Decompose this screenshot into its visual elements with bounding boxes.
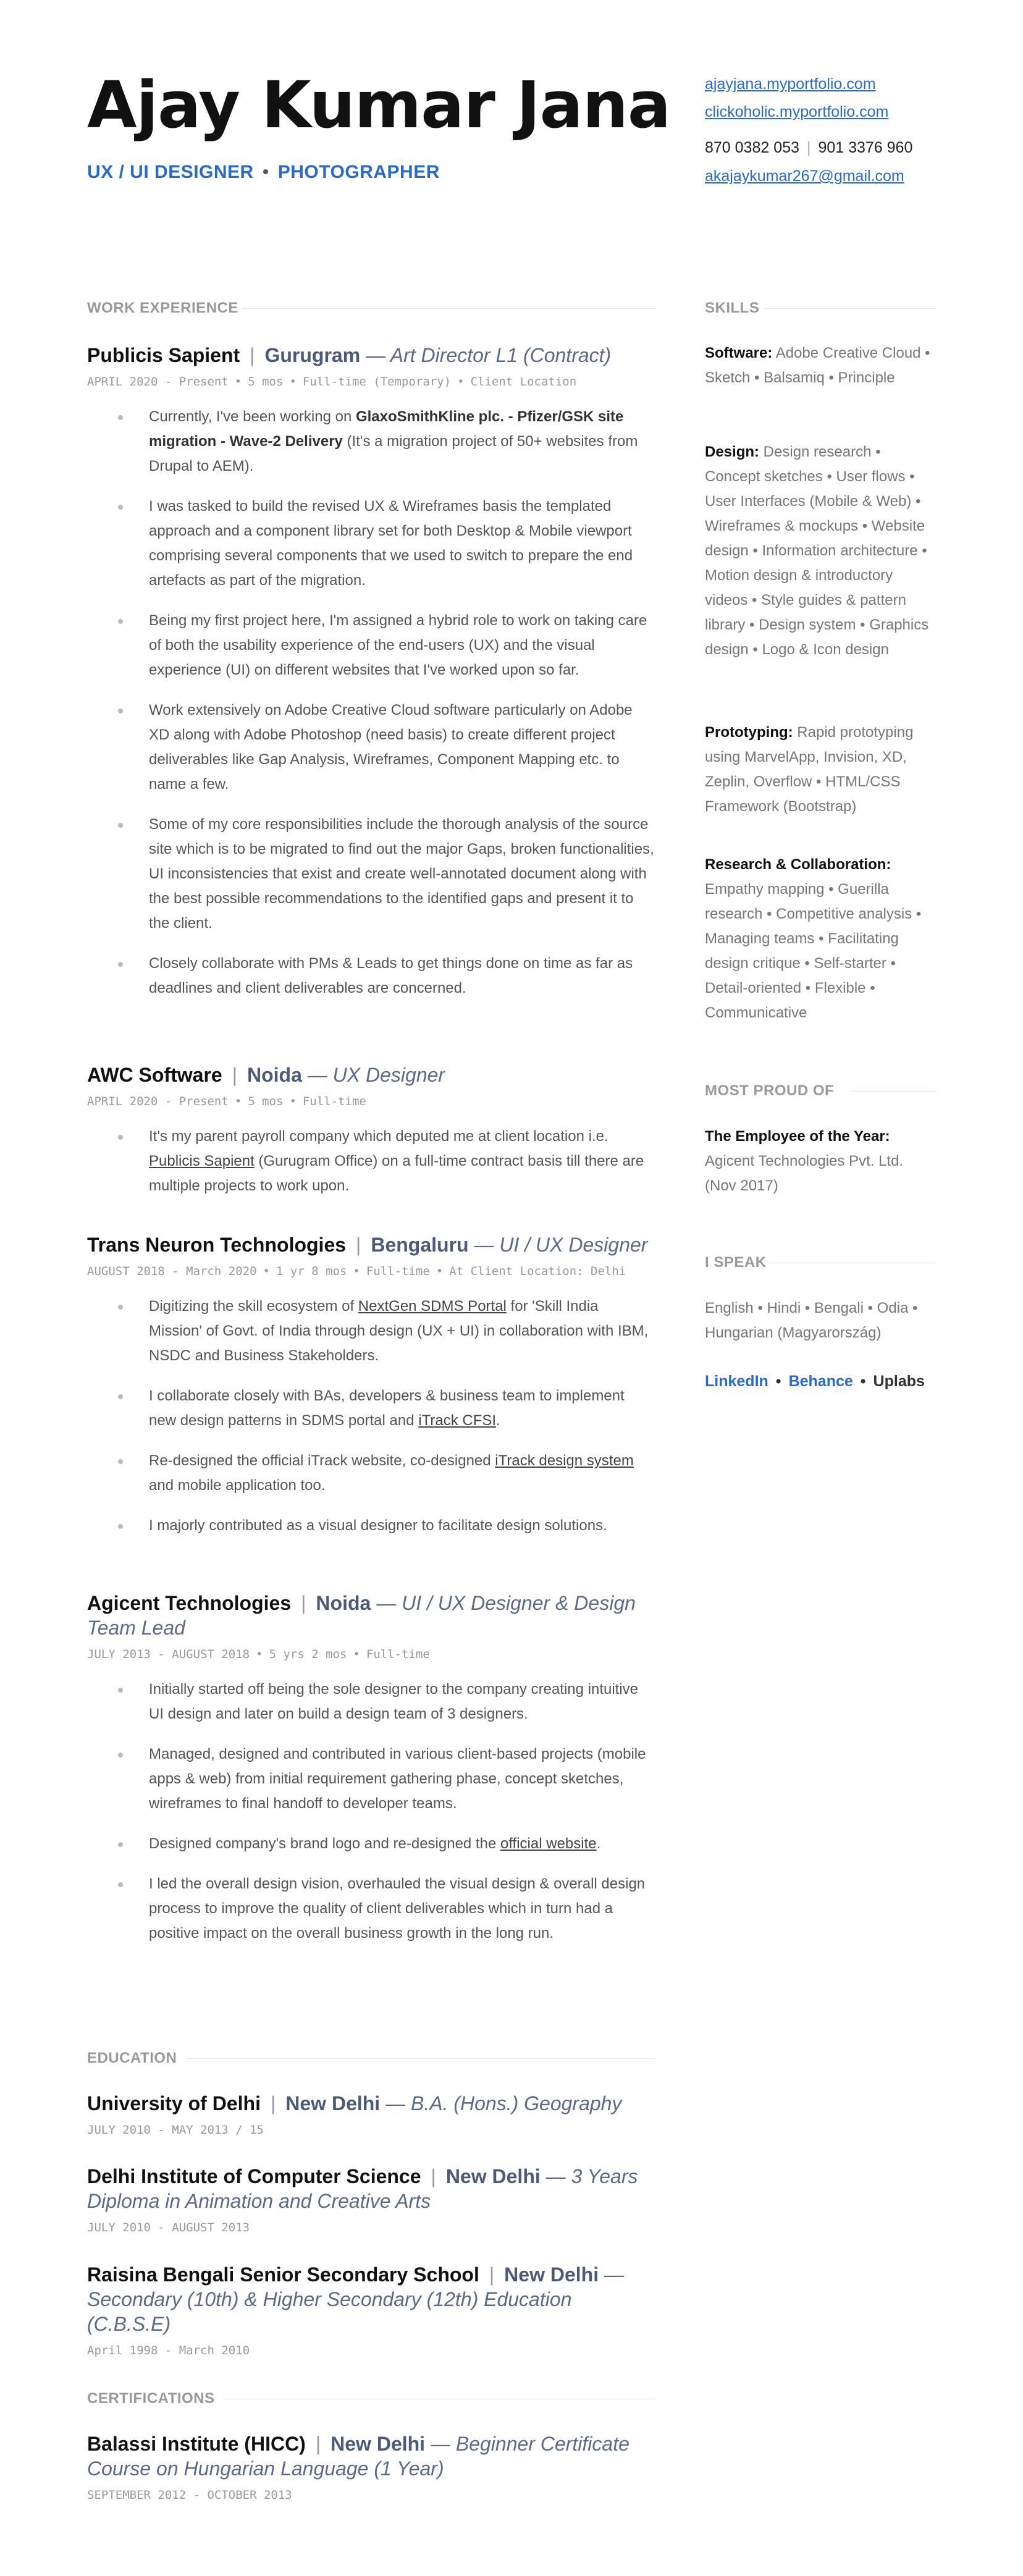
job-name: Trans Neuron Technologies bbox=[87, 1234, 347, 1256]
section-work bbox=[87, 300, 655, 317]
list-item bbox=[149, 1677, 655, 1727]
edu-title bbox=[87, 2262, 655, 2336]
edu-role: — Beginner Certificate Course on Hungarian Language (1 Year) bbox=[87, 2433, 629, 2480]
section-proud bbox=[705, 1082, 937, 1100]
uplabs-link[interactable]: Uplabs bbox=[873, 1373, 925, 1390]
bullet-link[interactable]: Publicis Sapient bbox=[149, 1153, 255, 1169]
bullet-text: (Gurugram Office) on a full-time contract basis till there are multiple projects to work upon. bbox=[149, 1153, 644, 1194]
list-item bbox=[149, 1449, 655, 1498]
meta-item: Full-time bbox=[302, 1095, 366, 1108]
meta-item: Full-time (Temporary) bbox=[302, 375, 452, 389]
skill-group bbox=[705, 341, 937, 390]
email-link[interactable]: akajaykumar267@gmail.com bbox=[705, 167, 904, 185]
job-location: Noida bbox=[247, 1064, 302, 1086]
bullet-text: I was tasked to build the revised UX & Wireframes basis the templated approach and a component library set for both Desktop & Mobile viewport comprising several components that we used to switch to prepare the end artefacts as part of the migration. bbox=[149, 498, 633, 589]
meta-dot: • bbox=[256, 1648, 263, 1661]
pipe-separator: | bbox=[232, 1064, 237, 1086]
section-title: SKILLS bbox=[705, 300, 760, 316]
job-title bbox=[87, 1591, 655, 1640]
pipe-separator: | bbox=[489, 2263, 495, 2286]
job-bullets bbox=[87, 1124, 655, 1198]
meta-dot: • bbox=[457, 375, 465, 389]
edu-role: — B.A. (Hons.) Geography bbox=[380, 2092, 622, 2115]
bullet-text: Currently, I've been working on bbox=[149, 408, 356, 425]
skill-label: Research & Collaboration: bbox=[705, 856, 891, 873]
edu-role: — 3 Years Diploma in Animation and Creative Arts bbox=[87, 2165, 638, 2212]
edu-meta: JULY 2010 - MAY 2013 / 15 bbox=[87, 2123, 264, 2137]
name-heading: Ajay Kumar Jana bbox=[87, 67, 671, 143]
skill-label: Design: bbox=[705, 444, 760, 460]
job-location: Noida bbox=[316, 1592, 371, 1614]
bullet-text: Managed, designed and contributed in various client-based projects (mobile apps & web) from initial requirement gathering phase, concept sketches, wireframes to final handoff to developer teams. bbox=[149, 1746, 646, 1812]
bullet-text: Some of my core responsibilities include the thorough analysis of the source site which is to be migrated to find out the major Gaps, broken functionalities, UI inconsistencies that exist and create well-annotated document along with the best possible recommendations to the identified gaps and present it to the client. bbox=[149, 816, 654, 932]
phone-1: 870 0382 053 bbox=[705, 139, 799, 156]
pipe-separator: | bbox=[270, 2092, 276, 2115]
section-title: I SPEAK bbox=[705, 1254, 767, 1271]
job-entry bbox=[87, 343, 655, 1016]
job-title bbox=[87, 1063, 655, 1087]
job-name: AWC Software bbox=[87, 1064, 222, 1086]
social-links: LinkedIn • Behance • Uplabs bbox=[705, 1373, 925, 1390]
edu-name: Delhi Institute of Computer Science bbox=[87, 2165, 421, 2187]
job-role: — UI / UX Designer bbox=[468, 1234, 648, 1256]
meta-dot: • bbox=[234, 375, 242, 389]
skill-text: Rapid prototyping using MarvelApp, Invision, XD, Zeplin, Overflow • HTML/CSS Framework (Bootstrap) bbox=[705, 724, 914, 815]
skill-text: Empathy mapping • Guerilla research • Competitive analysis • Managing teams • Facilitating design critique • Self-starter • Detail-oriented • Flexible • Communicative bbox=[705, 881, 922, 1021]
edu-location: New Delhi bbox=[330, 2433, 426, 2455]
job-title bbox=[87, 1232, 655, 1257]
skill-group bbox=[705, 720, 937, 819]
bullet-text: Closely collaborate with PMs & Leads to get things done on time as far as deadlines and client deliverables are concerned. bbox=[149, 955, 633, 996]
edu-title bbox=[87, 2091, 655, 2116]
list-item bbox=[149, 1832, 655, 1856]
cert-meta: SEPTEMBER 2012 - OCTOBER 2013 bbox=[87, 2488, 292, 2502]
meta-item: Full-time bbox=[366, 1265, 430, 1278]
bullet-text: I collaborate closely with BAs, developers & business team to implement new design patterns in SDMS portal and bbox=[149, 1387, 625, 1429]
meta-item: 5 yrs 2 mos bbox=[269, 1648, 347, 1661]
portfolio-link-2[interactable]: clickoholic.myportfolio.com bbox=[705, 103, 889, 120]
pipe-separator: | bbox=[315, 2433, 321, 2455]
meta-item: AUGUST 2018 - March 2020 bbox=[87, 1265, 257, 1278]
job-bullets bbox=[87, 405, 655, 1001]
pipe-separator: | bbox=[301, 1592, 306, 1614]
roles: UX / UI DESIGNER • PHOTOGRAPHER bbox=[87, 162, 440, 182]
section-certifications bbox=[87, 2390, 655, 2407]
list-item bbox=[149, 1124, 655, 1198]
bullet-text: Re-designed the official iTrack website, co-designed bbox=[149, 1452, 495, 1469]
job-entry bbox=[87, 1591, 655, 1961]
bullet-text: . bbox=[596, 1835, 601, 1852]
skill-text: Adobe Creative Cloud • Sketch • Balsamiq • Principle bbox=[705, 345, 930, 386]
meta-item: APRIL 2020 - Present bbox=[87, 1095, 229, 1108]
bullet-text: . bbox=[496, 1412, 500, 1429]
edu-role: — Secondary (10th) & Higher Secondary (12th) Education (C.B.S.E) bbox=[87, 2263, 624, 2335]
bullet-link[interactable]: NextGen SDMS Portal bbox=[358, 1298, 507, 1315]
proud-block bbox=[705, 1124, 937, 1198]
skill-label: Prototyping: bbox=[705, 724, 793, 741]
job-role: — Art Director L1 (Contract) bbox=[360, 344, 612, 366]
phone-2: 901 3376 960 bbox=[818, 139, 913, 156]
meta-item: APRIL 2020 - Present bbox=[87, 375, 229, 389]
skill-group bbox=[705, 440, 937, 662]
bullet-text: Digitizing the skill ecosystem of bbox=[149, 1298, 358, 1315]
bullet-link[interactable]: iTrack design system bbox=[495, 1452, 634, 1469]
section-title: MOST PROUD OF bbox=[705, 1082, 835, 1099]
bullet-text: I led the overall design vision, overhauled the visual design & overall design process to improve the quality of client deliverables which in turn had a positive impact on the overall business growth in the long run. bbox=[149, 1875, 646, 1942]
job-name: Publicis Sapient bbox=[87, 344, 240, 366]
section-title: WORK EXPERIENCE bbox=[87, 300, 238, 316]
bullet-link[interactable]: iTrack CFSI bbox=[418, 1412, 497, 1429]
edu-location: New Delhi bbox=[445, 2165, 541, 2187]
edu-title bbox=[87, 2431, 655, 2481]
job-location: Gurugram bbox=[264, 344, 361, 366]
job-bullets bbox=[87, 1677, 655, 1946]
edu-location: New Delhi bbox=[285, 2092, 381, 2115]
pipe-separator: | bbox=[356, 1234, 361, 1256]
list-item bbox=[149, 812, 655, 936]
job-meta bbox=[87, 1265, 655, 1278]
bullet-text: and mobile application too. bbox=[149, 1477, 326, 1494]
list-item bbox=[149, 405, 655, 479]
list-item bbox=[149, 698, 655, 797]
meta-item: At Client Location: Delhi bbox=[449, 1265, 626, 1278]
meta-dot: • bbox=[289, 1095, 297, 1108]
list-item bbox=[149, 1384, 655, 1433]
proud-text: Agicent Technologies Pvt. Ltd. (Nov 2017) bbox=[705, 1153, 904, 1194]
list-item bbox=[149, 494, 655, 593]
languages: English • Hindi • Bengali • Odia • Hungarian (Magyarország) bbox=[705, 1300, 918, 1341]
job-role: — UX Designer bbox=[301, 1064, 445, 1086]
bullet-text: Designed company's brand logo and re-designed the bbox=[149, 1835, 500, 1852]
meta-dot: • bbox=[263, 1265, 270, 1278]
meta-dot: • bbox=[436, 1265, 444, 1278]
job-name: Agicent Technologies bbox=[87, 1592, 292, 1614]
list-item bbox=[149, 1513, 655, 1538]
bullet-link[interactable]: official website bbox=[500, 1835, 597, 1852]
edu-location: New Delhi bbox=[504, 2263, 599, 2286]
section-skills bbox=[705, 300, 937, 317]
meta-item: Client Location bbox=[470, 375, 577, 389]
portfolio-link-1[interactable]: ajayjana.myportfolio.com bbox=[705, 75, 876, 93]
edu-meta: April 1998 - March 2010 bbox=[87, 2344, 250, 2357]
bullet-text: I majorly contributed as a visual designer to facilitate design solutions. bbox=[149, 1517, 607, 1534]
job-meta bbox=[87, 375, 655, 389]
pipe-separator: | bbox=[431, 2165, 436, 2187]
list-item bbox=[149, 1742, 655, 1816]
role-photo: PHOTOGRAPHER bbox=[277, 162, 440, 182]
list-item bbox=[149, 608, 655, 683]
meta-item: 5 mos bbox=[248, 1095, 284, 1108]
certification-entry bbox=[87, 2431, 655, 2502]
job-entry bbox=[87, 1063, 655, 1214]
job-meta bbox=[87, 1095, 655, 1108]
bullet-text: (It's a migration project of 50+ websites from Drupal to AEM). bbox=[149, 433, 638, 474]
behance-link[interactable]: Behance bbox=[788, 1373, 853, 1390]
job-role: — UI / UX Designer & Design Team Lead bbox=[87, 1592, 636, 1639]
job-location: Bengaluru bbox=[371, 1234, 469, 1256]
edu-name: Raisina Bengali Senior Secondary School bbox=[87, 2263, 479, 2286]
edu-name: University of Delhi bbox=[87, 2092, 261, 2115]
meta-item: Full-time bbox=[366, 1648, 430, 1661]
section-title: EDUCATION bbox=[87, 2050, 177, 2066]
skill-label: Software: bbox=[705, 345, 773, 361]
education-entry bbox=[87, 2262, 655, 2357]
list-item bbox=[149, 1872, 655, 1946]
section-education bbox=[87, 2050, 655, 2067]
meta-dot: • bbox=[289, 375, 297, 389]
job-meta bbox=[87, 1648, 655, 1661]
skill-text: Design research • Concept sketches • User flows • User Interfaces (Mobile & Web) • Wireframes & mockups • Website design • Information architecture • Motion design & introductory videos • Style guides & pattern library • Design system • Graphics design • Logo & Icon design bbox=[705, 444, 929, 658]
proud-title: The Employee of the Year: bbox=[705, 1128, 890, 1145]
meta-item: 1 yr 8 mos bbox=[276, 1265, 347, 1278]
pipe-separator: | bbox=[250, 344, 255, 366]
bullet-text: It's my parent payroll company which deputed me at client location i.e. bbox=[149, 1128, 608, 1145]
role-ux: UX / UI DESIGNER bbox=[87, 162, 254, 182]
skill-group bbox=[705, 852, 937, 1025]
linkedin-link[interactable]: LinkedIn bbox=[705, 1373, 768, 1390]
bullet-text: Initially started off being the sole designer to the company creating intuitive UI design and later on build a design team of 3 designers. bbox=[149, 1681, 639, 1722]
meta-dot: • bbox=[234, 1095, 242, 1108]
bullet-bold: GlaxoSmithKline plc. - Pfizer/GSK site migration - Wave-2 Delivery bbox=[149, 408, 624, 450]
job-entry bbox=[87, 1232, 655, 1554]
section-speak bbox=[705, 1254, 937, 1271]
meta-dot: • bbox=[353, 1265, 360, 1278]
bullet-text: Work extensively on Adobe Creative Cloud software particularly on Adobe XD along with Adobe Photoshop (need basis) to create different project deliverables like Gap Analysis, Wireframes, Component Mapping etc. to name a few. bbox=[149, 702, 633, 793]
job-title bbox=[87, 343, 655, 368]
bullet-text: Being my first project here, I'm assigned a hybrid role to work on taking care of both the usability experience of the end-users (UX) and the visual experience (UI) on different websites that I've worked upon so far. bbox=[149, 612, 647, 678]
meta-dot: • bbox=[353, 1648, 360, 1661]
bullet-text: for 'Skill India Mission' of Govt. of India through design (UX + UI) in collaboration with IBM, NSDC and Business Stakeholders. bbox=[149, 1298, 649, 1364]
phone-numbers: 870 0382 053 | 901 3376 960 bbox=[705, 139, 913, 156]
education-entry bbox=[87, 2164, 655, 2234]
edu-meta: JULY 2010 - AUGUST 2013 bbox=[87, 2221, 250, 2234]
job-bullets bbox=[87, 1294, 655, 1538]
meta-item: JULY 2013 - AUGUST 2018 bbox=[87, 1648, 250, 1661]
meta-item: 5 mos bbox=[248, 375, 284, 389]
education-entry bbox=[87, 2091, 655, 2137]
list-item bbox=[149, 951, 655, 1001]
edu-title bbox=[87, 2164, 655, 2213]
list-item bbox=[149, 1294, 655, 1368]
section-title: CERTIFICATIONS bbox=[87, 2390, 215, 2407]
edu-name: Balassi Institute (HICC) bbox=[87, 2433, 306, 2455]
